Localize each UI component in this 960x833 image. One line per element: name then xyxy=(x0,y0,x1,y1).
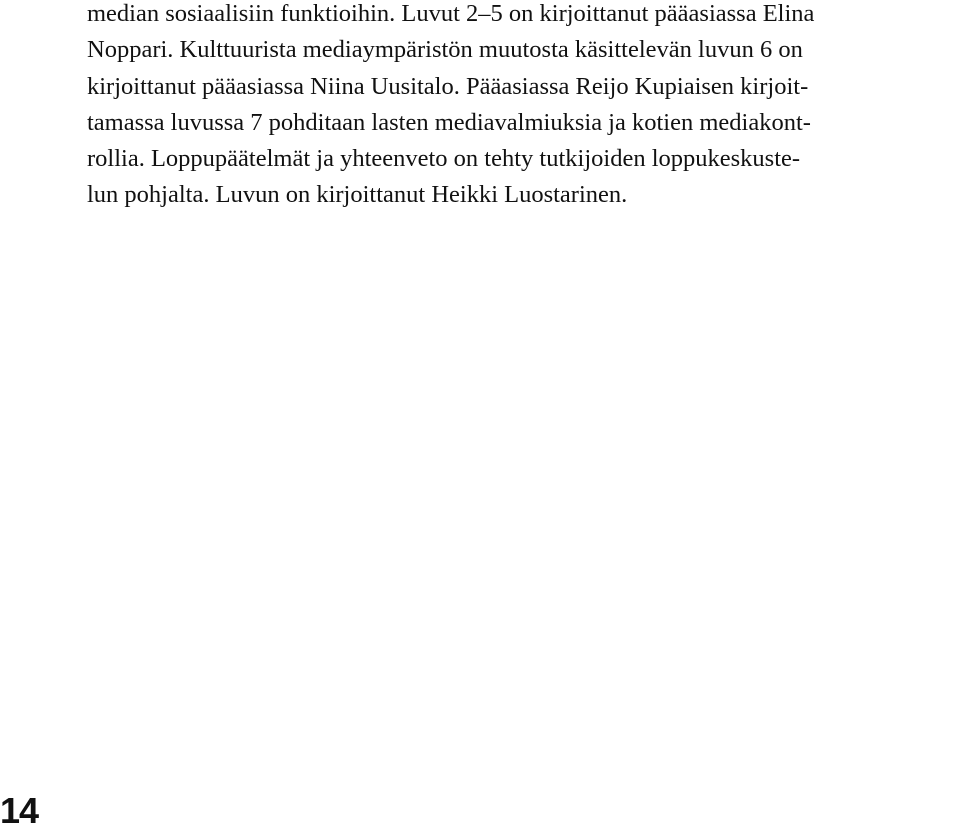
paragraph-line: Noppari. Kulttuurista mediaympäristön muutosta käsittelevän luvun 6 on xyxy=(87,36,803,64)
page-number: 14 xyxy=(0,790,39,831)
paragraph-line: kirjoittanut pääasiassa Niina Uusitalo. Pääasiassa Reijo Kupiaisen kirjoit- xyxy=(87,72,809,100)
body-paragraph xyxy=(87,0,960,218)
paragraph-line: tamassa luvussa 7 pohditaan lasten mediavalmiuksia ja kotien mediakont- xyxy=(87,108,811,136)
paragraph-line: median sosiaalisiin funktioihin. Luvut 2–5 on kirjoittanut pääasiassa Elina xyxy=(87,0,815,27)
paragraph-line: lun pohjalta. Luvun on kirjoittanut Heikki Luostarinen. xyxy=(87,181,628,209)
paragraph-line: rollia. Loppupäätelmät ja yhteenveto on tehty tutkijoiden loppukeskuste- xyxy=(87,145,801,173)
